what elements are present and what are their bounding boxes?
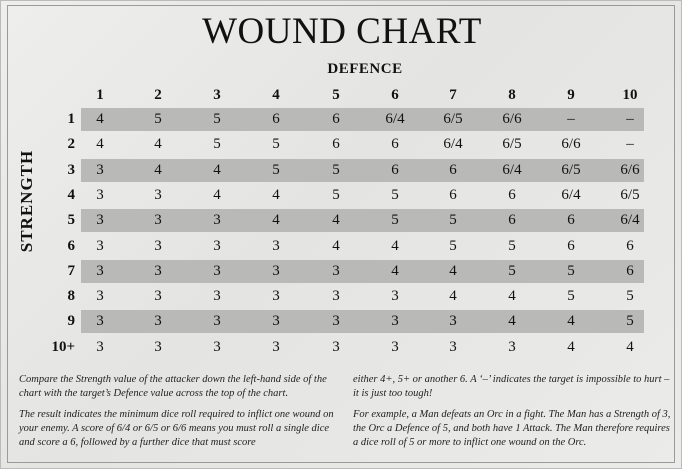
table-cell: 3 [272, 339, 280, 355]
table-cell: 3 [154, 263, 162, 279]
table-cell: 3 [272, 238, 280, 254]
table-cell: 5 [626, 288, 634, 304]
table-cell: 4 [272, 187, 280, 203]
table-cell: 3 [213, 263, 221, 279]
table-cell: 3 [332, 288, 340, 304]
table-cell: 3 [154, 288, 162, 304]
table-cell: 3 [272, 313, 280, 329]
table-cell: 5 [626, 313, 634, 329]
strength-row-label: 8 [67, 288, 75, 304]
table-cell: 6/5 [502, 136, 522, 152]
table-cell: 5 [332, 162, 340, 178]
table-cell: 4 [213, 187, 221, 203]
defence-column-header: 10 [622, 87, 638, 103]
defence-column-header: 9 [567, 87, 575, 103]
defence-column-header: 7 [449, 87, 457, 103]
table-cell: 4 [96, 136, 104, 152]
table-cell: 6 [332, 111, 340, 127]
defence-column-header: 5 [332, 87, 340, 103]
table-cell: 6/4 [502, 162, 522, 178]
table-cell: 3 [154, 212, 162, 228]
table-cell: 5 [154, 111, 162, 127]
table-cell: – [626, 136, 634, 152]
table-cell: 3 [96, 263, 104, 279]
table-row [51, 336, 644, 359]
table-cell: 6 [391, 136, 399, 152]
table-cell: 3 [213, 339, 221, 355]
table-cell: 4 [154, 136, 162, 152]
strength-row-label: 7 [67, 263, 75, 279]
table-cell: 4 [391, 238, 399, 254]
table-cell: 4 [449, 263, 457, 279]
table-cell: 4 [567, 313, 575, 329]
defence-column-header: 8 [508, 87, 516, 103]
table-row [67, 159, 644, 182]
table-cell: – [626, 111, 634, 127]
footer-paragraph: The result indicates the minimum dice roll required to inflict one wound on your enemy. A score of 6/4 or 6/5 or 6/6 means you must roll a single dice and score a 6, followed by a further dice that must score [19, 409, 334, 448]
table-cell: 3 [332, 263, 340, 279]
table-cell: 4 [391, 263, 399, 279]
table-cell: 5 [391, 187, 399, 203]
table-cell: 3 [449, 313, 457, 329]
table-cell: 4 [272, 212, 280, 228]
table-row [67, 260, 644, 283]
table-cell: 3 [213, 288, 221, 304]
table-cell: 6 [626, 238, 634, 254]
strength-row-label: 2 [67, 136, 75, 152]
footer-paragraph: either 4+, 5+ or another 6. A ‘–’ indicates the target is impossible to hurt – it is just too tough! [353, 374, 670, 399]
page-title: WOUND CHART [202, 11, 482, 52]
defence-column-header: 3 [213, 87, 221, 103]
table-cell: 3 [154, 187, 162, 203]
table-cell: 4 [332, 238, 340, 254]
table-cell: 6 [508, 212, 516, 228]
table-cell: 5 [391, 212, 399, 228]
table-cell: 6/5 [443, 111, 463, 127]
table-cell: 3 [96, 212, 104, 228]
table-cell: 6 [449, 187, 457, 203]
table-cell: 6/4 [620, 212, 640, 228]
table-cell: 3 [213, 238, 221, 254]
table-cell: 3 [272, 288, 280, 304]
table-cell: 3 [272, 263, 280, 279]
table-cell: 6 [332, 136, 340, 152]
defence-column-header: 6 [391, 87, 399, 103]
table-row [67, 184, 644, 207]
table-cell: 6 [626, 263, 634, 279]
table-cell: 5 [213, 136, 221, 152]
table-cell: – [567, 111, 575, 127]
table-cell: 6/5 [620, 187, 640, 203]
table-cell: 4 [626, 339, 634, 355]
table-cell: 5 [508, 263, 516, 279]
footer-paragraph: Compare the Strength value of the attacker down the left-hand side of the chart with the target’s Defence value across the top of the chart. [19, 374, 327, 399]
defence-axis-label: DEFENCE [327, 61, 403, 77]
table-cell: 5 [449, 238, 457, 254]
defence-column-header: 2 [154, 87, 162, 103]
table-cell: 6 [391, 162, 399, 178]
strength-row-label: 1 [67, 111, 75, 127]
table-cell: 3 [96, 313, 104, 329]
table-cell: 4 [332, 212, 340, 228]
table-cell: 3 [96, 288, 104, 304]
defence-column-header: 1 [96, 87, 104, 103]
table-row [67, 235, 644, 258]
table-cell: 3 [96, 339, 104, 355]
strength-row-label: 10+ [51, 339, 75, 355]
table-cell: 3 [213, 313, 221, 329]
table-cell: 4 [508, 313, 516, 329]
table-cell: 3 [154, 238, 162, 254]
strength-row-label: 5 [67, 212, 75, 228]
table-cell: 6 [272, 111, 280, 127]
table-cell: 5 [449, 212, 457, 228]
table-cell: 3 [96, 162, 104, 178]
table-cell: 6/6 [561, 136, 581, 152]
strength-row-label: 4 [67, 187, 75, 203]
table-cell: 6/4 [561, 187, 581, 203]
table-cell: 3 [154, 313, 162, 329]
table-cell: 5 [508, 238, 516, 254]
strength-row-label: 6 [67, 238, 75, 254]
table-cell: 6/4 [443, 136, 463, 152]
table-cell: 3 [213, 212, 221, 228]
table-row [67, 285, 644, 308]
table-cell: 5 [567, 288, 575, 304]
table-cell: 5 [213, 111, 221, 127]
strength-row-label: 3 [67, 162, 75, 178]
table-cell: 3 [449, 339, 457, 355]
footer-left [19, 373, 341, 457]
table-cell: 3 [96, 238, 104, 254]
table-cell: 3 [391, 313, 399, 329]
table-cell: 5 [272, 162, 280, 178]
defence-column-header: 4 [272, 87, 280, 103]
table-cell: 4 [449, 288, 457, 304]
table-cell: 3 [391, 288, 399, 304]
table-cell: 4 [213, 162, 221, 178]
table-cell: 5 [272, 136, 280, 152]
table-cell: 4 [508, 288, 516, 304]
table-cell: 4 [567, 339, 575, 355]
table-row [67, 108, 644, 131]
table-cell: 3 [508, 339, 516, 355]
table-cell: 4 [154, 162, 162, 178]
table-row [67, 209, 644, 232]
table-cell: 3 [391, 339, 399, 355]
table-row [67, 133, 644, 156]
strength-axis-label: STRENGTH [17, 149, 36, 253]
table-cell: 4 [96, 111, 104, 127]
table-cell: 6/4 [385, 111, 405, 127]
table-cell: 3 [154, 339, 162, 355]
table-cell: 5 [567, 263, 575, 279]
strength-row-label: 9 [67, 313, 75, 329]
table-cell: 6 [449, 162, 457, 178]
table-cell: 6 [508, 187, 516, 203]
table-cell: 6/5 [561, 162, 581, 178]
table-cell: 6 [567, 212, 575, 228]
footer-paragraph: For example, a Man defeats an Orc in a fight. The Man has a Strength of 3, the Orc a Defence of 5, and both have 1 Attack. The Man therefore requires a dice roll of 5 or more to inflict one wound on the Orc. [353, 409, 671, 448]
table-cell: 3 [96, 187, 104, 203]
table-cell: 3 [332, 313, 340, 329]
table-cell: 6 [567, 238, 575, 254]
table-cell: 6/6 [502, 111, 522, 127]
table-cell: 5 [332, 187, 340, 203]
footer-right [353, 373, 673, 457]
table-row [67, 310, 644, 333]
table-cell: 3 [332, 339, 340, 355]
table-cell: 6/6 [620, 162, 640, 178]
